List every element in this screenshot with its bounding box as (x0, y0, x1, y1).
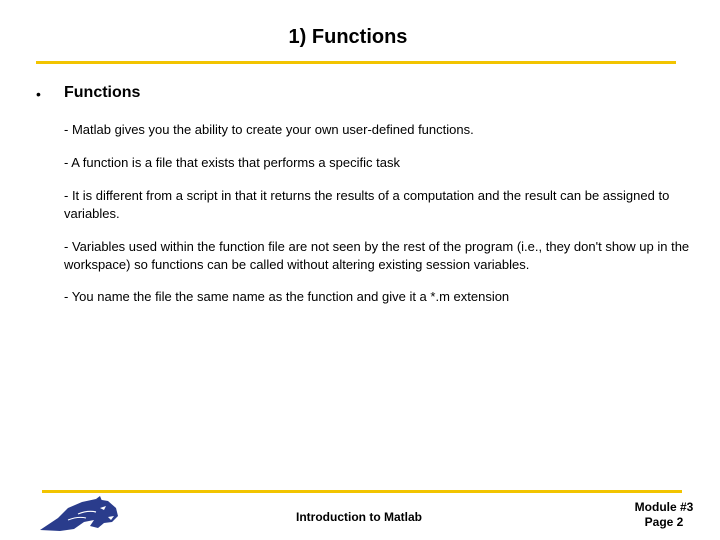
title-divider (36, 61, 676, 64)
footer-divider (42, 490, 682, 493)
paragraph-user-defined-functions: - Matlab gives you the ability to create your own user-defined functions. (64, 122, 474, 137)
bullet-heading: Functions (64, 84, 141, 101)
slide-title: 1) Functions (288, 26, 408, 48)
module-number: Module #3 (634, 500, 694, 514)
footer-page-info (626, 500, 702, 530)
footer-course-title: Introduction to Matlab (296, 510, 422, 524)
panther-logo-icon (38, 496, 120, 534)
paragraph-script-difference: - It is different from a script in that it returns the results of a computation and the result can be assigned to variables. (64, 188, 670, 221)
paragraph-variable-scope: - Variables used within the function file are not seen by the rest of the program (i.e., they don't show up in the workspace) so functions can be called without altering existing session variables. (64, 239, 690, 272)
paragraph-file-naming: - You name the file the same name as the function and give it a *.m extension (64, 289, 510, 304)
page-number: Page 2 (644, 515, 684, 529)
paragraph-function-definition: - A function is a file that exists that performs a specific task (64, 155, 400, 170)
bullet-marker: • (36, 86, 41, 102)
